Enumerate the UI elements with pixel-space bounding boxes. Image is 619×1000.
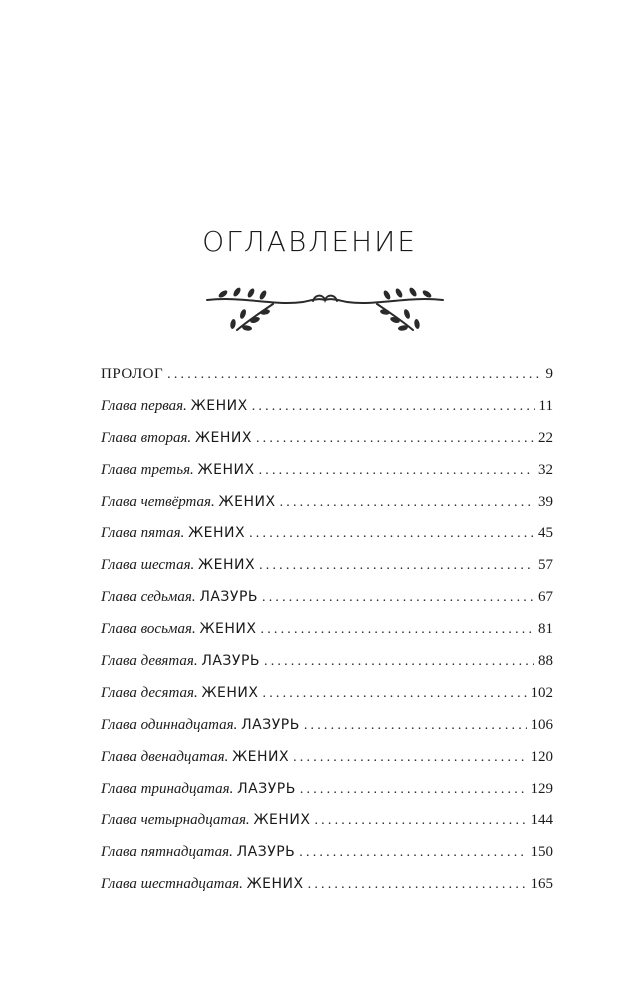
toc-chapter-pov: ЛАЗУРЬ <box>199 589 258 606</box>
toc-entry[interactable] <box>101 525 553 557</box>
toc-chapter-pov: ЖЕНИХ <box>232 748 290 765</box>
toc-page-number: 22 <box>538 429 553 446</box>
toc-chapter-pov: ПРОЛОГ <box>101 366 164 382</box>
toc-leader-dots <box>300 782 527 798</box>
toc-chapter-number: Глава четвёртая. <box>101 493 215 510</box>
vine-branch-ornament-icon <box>203 284 447 340</box>
toc-entry-label <box>101 366 163 383</box>
toc-page-number: 102 <box>530 684 553 701</box>
toc-leader-dots <box>293 750 526 766</box>
toc-leader-dots <box>304 718 527 734</box>
toc-chapter-pov: ЖЕНИХ <box>253 812 311 829</box>
toc-leader-dots <box>299 845 526 861</box>
toc-page-number: 88 <box>538 653 553 670</box>
toc-leader-dots <box>249 526 534 542</box>
toc-chapter-number: Глава шестая. <box>101 557 195 574</box>
toc-page-number: 129 <box>530 780 553 797</box>
toc-entry[interactable] <box>101 685 553 717</box>
toc-chapter-pov: ЛАЗУРЬ <box>236 844 296 861</box>
toc-page-number: 32 <box>538 461 553 478</box>
toc-chapter-pov: ЖЕНИХ <box>199 621 257 638</box>
toc-page-number: 106 <box>530 716 553 733</box>
toc-chapter-pov: ЖЕНИХ <box>201 684 259 701</box>
toc-chapter-number: Глава шестнадцатая. <box>101 876 243 893</box>
toc-entry-label <box>101 844 295 861</box>
toc-leader-dots <box>280 495 534 511</box>
toc-entry-label <box>101 430 252 447</box>
table-of-contents <box>101 366 553 908</box>
toc-entry-label <box>101 876 304 893</box>
toc-entry[interactable] <box>101 876 553 908</box>
toc-page-number: 9 <box>545 366 553 382</box>
toc-entry-label <box>101 398 248 415</box>
toc-entry-label <box>101 525 245 542</box>
toc-entry[interactable] <box>101 462 553 494</box>
toc-chapter-number: Глава седьмая. <box>101 589 196 606</box>
toc-chapter-number: Глава десятая. <box>101 684 198 701</box>
toc-entry[interactable] <box>101 589 553 621</box>
toc-page-number: 45 <box>538 525 553 542</box>
toc-chapter-number: Глава вторая. <box>101 429 192 446</box>
toc-page-number: 120 <box>530 748 553 765</box>
toc-leader-dots <box>263 686 527 702</box>
toc-chapter-pov: ЖЕНИХ <box>198 557 256 574</box>
toc-chapter-pov: ЖЕНИХ <box>188 525 246 542</box>
toc-entry[interactable] <box>101 812 553 844</box>
toc-page-number: 81 <box>538 621 553 638</box>
toc-entry-label <box>101 494 276 511</box>
toc-entry[interactable] <box>101 844 553 876</box>
toc-leader-dots <box>314 813 526 829</box>
toc-leader-dots <box>262 590 534 606</box>
toc-chapter-pov: ЖЕНИХ <box>190 397 248 414</box>
toc-chapter-number: Глава двенадцатая. <box>101 748 229 765</box>
toc-entry-label <box>101 621 257 638</box>
toc-entry[interactable] <box>101 781 553 813</box>
toc-chapter-number: Глава девятая. <box>101 653 198 670</box>
toc-entry[interactable] <box>101 653 553 685</box>
toc-leader-dots <box>256 431 534 447</box>
toc-chapter-number: Глава одиннадцатая. <box>101 716 238 733</box>
toc-chapter-number: Глава тринадцатая. <box>101 780 234 797</box>
toc-chapter-pov: ЛАЗУРЬ <box>201 653 260 670</box>
toc-chapter-number: Глава пятая. <box>101 525 185 542</box>
toc-entry[interactable] <box>101 430 553 462</box>
toc-chapter-pov: ЖЕНИХ <box>194 429 252 446</box>
toc-page-number: 150 <box>530 844 553 861</box>
toc-entry-label <box>101 589 258 606</box>
toc-chapter-number: Глава первая. <box>101 397 187 414</box>
toc-entry[interactable] <box>101 717 553 749</box>
toc-chapter-pov: ЛАЗУРЬ <box>241 716 300 733</box>
toc-chapter-number: Глава четырнадцатая. <box>101 812 250 829</box>
toc-entry-label <box>101 781 296 798</box>
toc-chapter-number: Глава пятнадцатая. <box>101 844 233 861</box>
toc-chapter-pov: ЖЕНИХ <box>197 461 255 478</box>
toc-entry-label <box>101 557 255 574</box>
toc-page-number: 57 <box>538 557 553 574</box>
toc-leader-dots <box>259 463 534 479</box>
toc-page-number: 165 <box>530 876 553 893</box>
toc-leader-dots <box>167 367 541 383</box>
page-title: ОГЛАВЛЕНИЕ <box>202 225 417 258</box>
toc-entry[interactable] <box>101 398 553 430</box>
toc-leader-dots <box>261 622 535 638</box>
toc-chapter-number: Глава восьмая. <box>101 621 196 638</box>
toc-entry[interactable] <box>101 749 553 781</box>
toc-chapter-number: Глава третья. <box>101 461 194 478</box>
toc-entry-label <box>101 717 300 734</box>
toc-entry-label <box>101 653 260 670</box>
toc-page-number: 11 <box>538 397 553 414</box>
toc-chapter-pov: ЖЕНИХ <box>218 493 276 510</box>
toc-chapter-pov: ЖЕНИХ <box>246 876 304 893</box>
toc-entry-label <box>101 462 255 479</box>
toc-entry[interactable] <box>101 494 553 526</box>
toc-chapter-pov: ЛАЗУРЬ <box>237 780 296 797</box>
toc-entry-label <box>101 749 289 766</box>
toc-entry-label <box>101 812 310 829</box>
toc-page-number: 39 <box>538 493 553 510</box>
toc-leader-dots <box>264 654 534 670</box>
toc-entry[interactable] <box>101 621 553 653</box>
toc-leader-dots <box>308 877 527 893</box>
toc-leader-dots <box>259 558 534 574</box>
toc-entry-label <box>101 685 259 702</box>
toc-entry[interactable] <box>101 557 553 589</box>
toc-page-number: 67 <box>538 589 553 606</box>
toc-entry-prologue[interactable] <box>101 366 553 398</box>
toc-page-number: 144 <box>530 812 553 829</box>
toc-leader-dots <box>252 399 535 415</box>
